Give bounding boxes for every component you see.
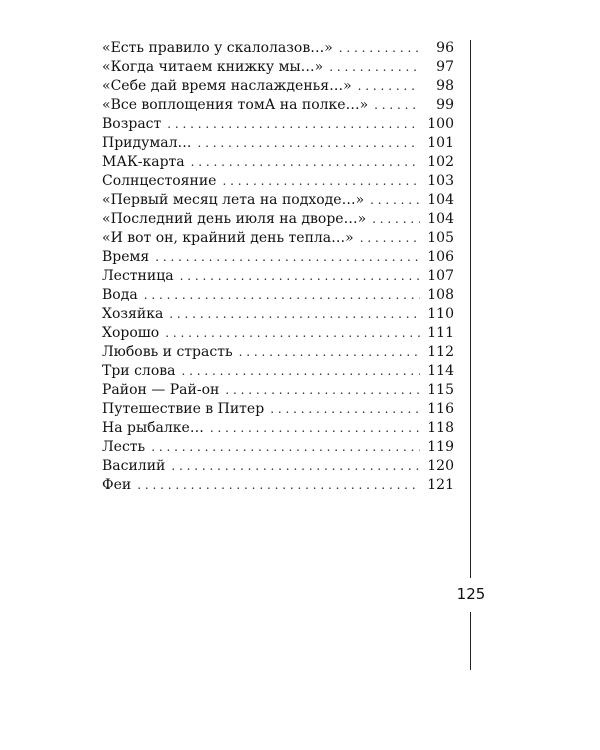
toc-entry-title: Хорошо (102, 325, 160, 341)
toc-entry-title: «Первый месяц лета на подходе…» (102, 192, 365, 208)
toc-entry (102, 58, 454, 77)
toc-dot-leader (329, 58, 420, 77)
toc-entry (102, 96, 454, 115)
toc-entry-page: 115 (427, 382, 454, 398)
toc-dot-leader (155, 248, 420, 267)
toc-dot-leader (225, 381, 420, 400)
toc-entry-page: 106 (427, 249, 454, 265)
toc-entry-title: Вода (102, 287, 138, 303)
toc-entry (102, 267, 454, 286)
toc-entry-title: МАК-карта (102, 154, 185, 170)
toc-entry-page: 105 (427, 230, 454, 246)
toc-entry-page: 98 (436, 78, 454, 94)
toc-entry (102, 305, 454, 324)
toc-dot-leader (180, 267, 420, 286)
toc-dot-leader (210, 419, 420, 438)
toc-entry-title: Возраст (102, 116, 162, 132)
toc-entry-page: 114 (427, 363, 454, 379)
toc-entry-page: 112 (427, 344, 454, 360)
toc-entry (102, 419, 454, 438)
toc-entry-page: 104 (427, 211, 454, 227)
toc-entry-title: «Последний день июля на дворе…» (102, 211, 367, 227)
toc-dot-leader (165, 324, 420, 343)
toc-dot-leader (374, 96, 420, 115)
toc-entry (102, 476, 454, 495)
toc-entry (102, 153, 454, 172)
toc-entry (102, 343, 454, 362)
toc-dot-leader (358, 77, 420, 96)
toc-entry-title: «Себе дай время наслажденья…» (102, 78, 352, 94)
table-of-contents (102, 39, 454, 495)
toc-entry (102, 400, 454, 419)
toc-dot-leader (137, 476, 420, 495)
toc-entry (102, 77, 454, 96)
toc-entry (102, 172, 454, 191)
toc-entry-page: 102 (427, 154, 454, 170)
toc-entry (102, 115, 454, 134)
toc-entry (102, 248, 454, 267)
toc-entry (102, 191, 454, 210)
margin-rule-bottom (470, 612, 471, 670)
toc-entry-page: 121 (427, 477, 454, 493)
toc-dot-leader (370, 191, 420, 210)
toc-dot-leader (372, 210, 420, 229)
toc-dot-leader (339, 39, 420, 58)
toc-entry-title: «Все воплощения томА на полке…» (102, 97, 369, 113)
toc-entry (102, 229, 454, 248)
toc-entry-page: 103 (427, 173, 454, 189)
toc-entry-title: Район — Рай-он (102, 382, 220, 398)
margin-rule-top (470, 40, 471, 578)
toc-entry-title: Феи (102, 477, 132, 493)
toc-dot-leader (360, 229, 420, 248)
toc-entry-page: 99 (436, 97, 454, 113)
toc-entry (102, 134, 454, 153)
toc-dot-leader (198, 134, 421, 153)
toc-dot-leader (151, 438, 420, 457)
toc-entry-title: «Есть правило у скалолазов…» (102, 40, 333, 56)
toc-dot-leader (167, 115, 420, 134)
toc-entry-page: 110 (427, 306, 454, 322)
toc-dot-leader (171, 457, 420, 476)
toc-entry-title: Любовь и страсть (102, 344, 233, 360)
toc-entry-title: «И вот он, крайний день тепла…» (102, 230, 354, 246)
toc-entry (102, 457, 454, 476)
toc-dot-leader (270, 400, 420, 419)
toc-entry-title: Лестница (102, 268, 174, 284)
toc-dot-leader (181, 362, 420, 381)
toc-entry-page: 116 (427, 401, 454, 417)
toc-entry-page: 101 (427, 135, 454, 151)
toc-entry-page: 107 (427, 268, 454, 284)
toc-entry-title: Василий (102, 458, 166, 474)
toc-entry (102, 210, 454, 229)
toc-entry-page: 96 (436, 40, 454, 56)
toc-entry-page: 104 (427, 192, 454, 208)
toc-entry-page: 120 (427, 458, 454, 474)
toc-entry-page: 108 (427, 287, 454, 303)
toc-entry (102, 39, 454, 58)
toc-entry (102, 362, 454, 381)
toc-entry-title: На рыбалке… (102, 420, 204, 436)
toc-entry (102, 438, 454, 457)
toc-entry-page: 119 (427, 439, 454, 455)
toc-entry-title: Солнцестояние (102, 173, 217, 189)
toc-entry-title: «Когда читаем книжку мы…» (102, 59, 324, 75)
toc-entry-title: Лесть (102, 439, 146, 455)
toc-entry-title: Хозяйка (102, 306, 164, 322)
toc-entry (102, 286, 454, 305)
toc-entry-title: Время (102, 249, 150, 265)
toc-dot-leader (222, 172, 420, 191)
toc-entry-page: 111 (427, 325, 454, 341)
toc-entry-title: Путешествие в Питер (102, 401, 265, 417)
toc-entry-page: 100 (427, 116, 454, 132)
toc-entry (102, 324, 454, 343)
toc-dot-leader (191, 153, 420, 172)
toc-entry-page: 118 (427, 420, 454, 436)
toc-entry-page: 97 (436, 59, 454, 75)
toc-entry-title: Придумал… (102, 135, 192, 151)
toc-dot-leader (169, 305, 420, 324)
toc-entry-title: Три слова (102, 363, 176, 379)
page-number: 125 (456, 585, 486, 603)
toc-entry (102, 381, 454, 400)
toc-dot-leader (144, 286, 420, 305)
toc-dot-leader (239, 343, 420, 362)
